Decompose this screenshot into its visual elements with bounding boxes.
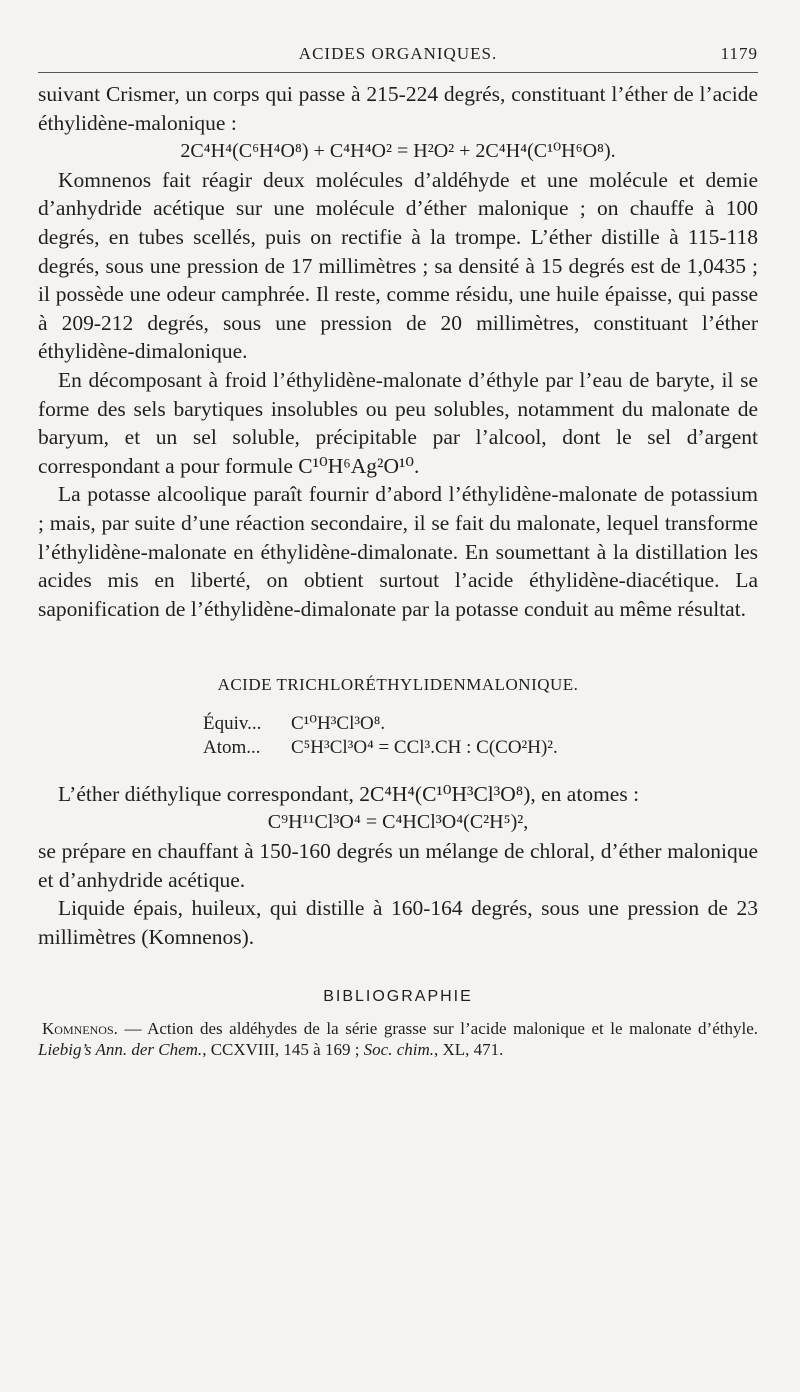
equiv-label: Équiv... [203,712,262,734]
bibliography-journal-2: Soc. chim. [363,1040,435,1060]
paragraph-potasse: La potasse alcoolique paraît fournir d’abord l’éthylidène-malonate de potassium ; mais, par suite d’une réaction secondaire, il se fait du malonate, lequel transforme l’éthylidène-malonate en éthylidène-dimalonate. En soumettant à la distillation les acides mis en liberté, on obtient surtout l’acide éthylidène-diacétique. La saponification de l’éthylidène-dimalonate par la potasse conduit au même résultat. [38,482,758,621]
bibliography-title: BIBLIOGRAPHIE [323,988,473,1006]
header-rule [38,72,758,73]
body-text [38,80,758,1060]
paragraph-liquide: Liquide épais, huileux, qui distille à 160-164 degrés, sous une pression de 23 millimètres (Komnenos). [38,896,758,949]
atom-label: Atom... [203,736,261,758]
bibliography-journal-1: Liebig’s Ann. der Chem. [38,1040,203,1060]
paragraph-decomposition: En décomposant à froid l’éthylidène-malonate d’éthyle par l’eau de baryte, il se forme des sels barytiques insolubles ou peu solubles, notamment du malonate de baryum, et un sel soluble, précipitable par l’alcool, dont le sel d’argent correspondant a pour formule C¹⁰H⁶Ag²O¹⁰. [38,367,758,478]
section-title: ACIDE TRICHLORÉTHYLIDENMALONIQUE. [217,675,579,695]
bibliography-text-2: , CCXVIII, 145 à 169 ; [202,1040,364,1060]
paragraph-ether-diethylique: L’éther diéthylique correspondant, 2C⁴H⁴(C¹⁰H³Cl³O⁸), en atomes : [58,781,640,806]
equiv-value: C¹⁰H³Cl³O⁸. [291,712,386,734]
running-header [38,44,758,70]
formula-table [203,712,758,760]
page-number: 1179 [720,44,758,63]
atom-row [203,736,758,760]
header-title: ACIDES ORGANIQUES. [298,44,498,63]
bibliography-author: Komnenos. [42,1019,118,1039]
paragraph-1: suivant Crismer, un corps qui passe à 215-224 degrés, constituant l’éther de l’acide éthylidène-malonique : [38,82,758,135]
bibliography-entry [38,1018,758,1060]
paragraph-komnenos: Komnenos fait réagir deux molécules d’aldéhyde et une molécule et demie d’anhydride acétique sur une molécule d’éther malonique ; on chauffe à 100 degrés, en tubes scellés, puis on rectifie à la trompe. L’éther distille à 115-118 degrés, sous une pression de 17 millimètres ; sa densité à 15 degrés est de 1,0435 ; il possède une odeur camphrée. Il reste, comme résidu, une huile épaisse, qui passe à 209-212 degrés, sous une pression de 20 millimètres, constituant l’éther éthylidène-dimalonique. [38,167,758,364]
paragraph-preparation: se prépare en chauffant à 150-160 degrés un mélange de chloral, d’éther malonique et d’anhydride acétique. [38,839,758,892]
formula-atoms: C⁹H¹¹Cl³O⁴ = C⁴HCl³O⁴(C²H⁵)², [267,811,529,834]
bibliography-text-1: — Action des aldéhydes de la série grasse sur l’acide malonique et le malonate d’éthyle. [117,1019,758,1039]
equiv-row [203,712,758,736]
atom-value: C⁵H³Cl³O⁴ = CCl³.CH : C(CO²H)². [291,736,558,758]
formula-ethylidene: 2C⁴H⁴(C⁶H⁴O⁸) + C⁴H⁴O² = H²O² + 2C⁴H⁴(C¹⁰H⁶O⁸). [180,140,616,163]
bibliography-text-3: , XL, 471. [434,1040,504,1060]
